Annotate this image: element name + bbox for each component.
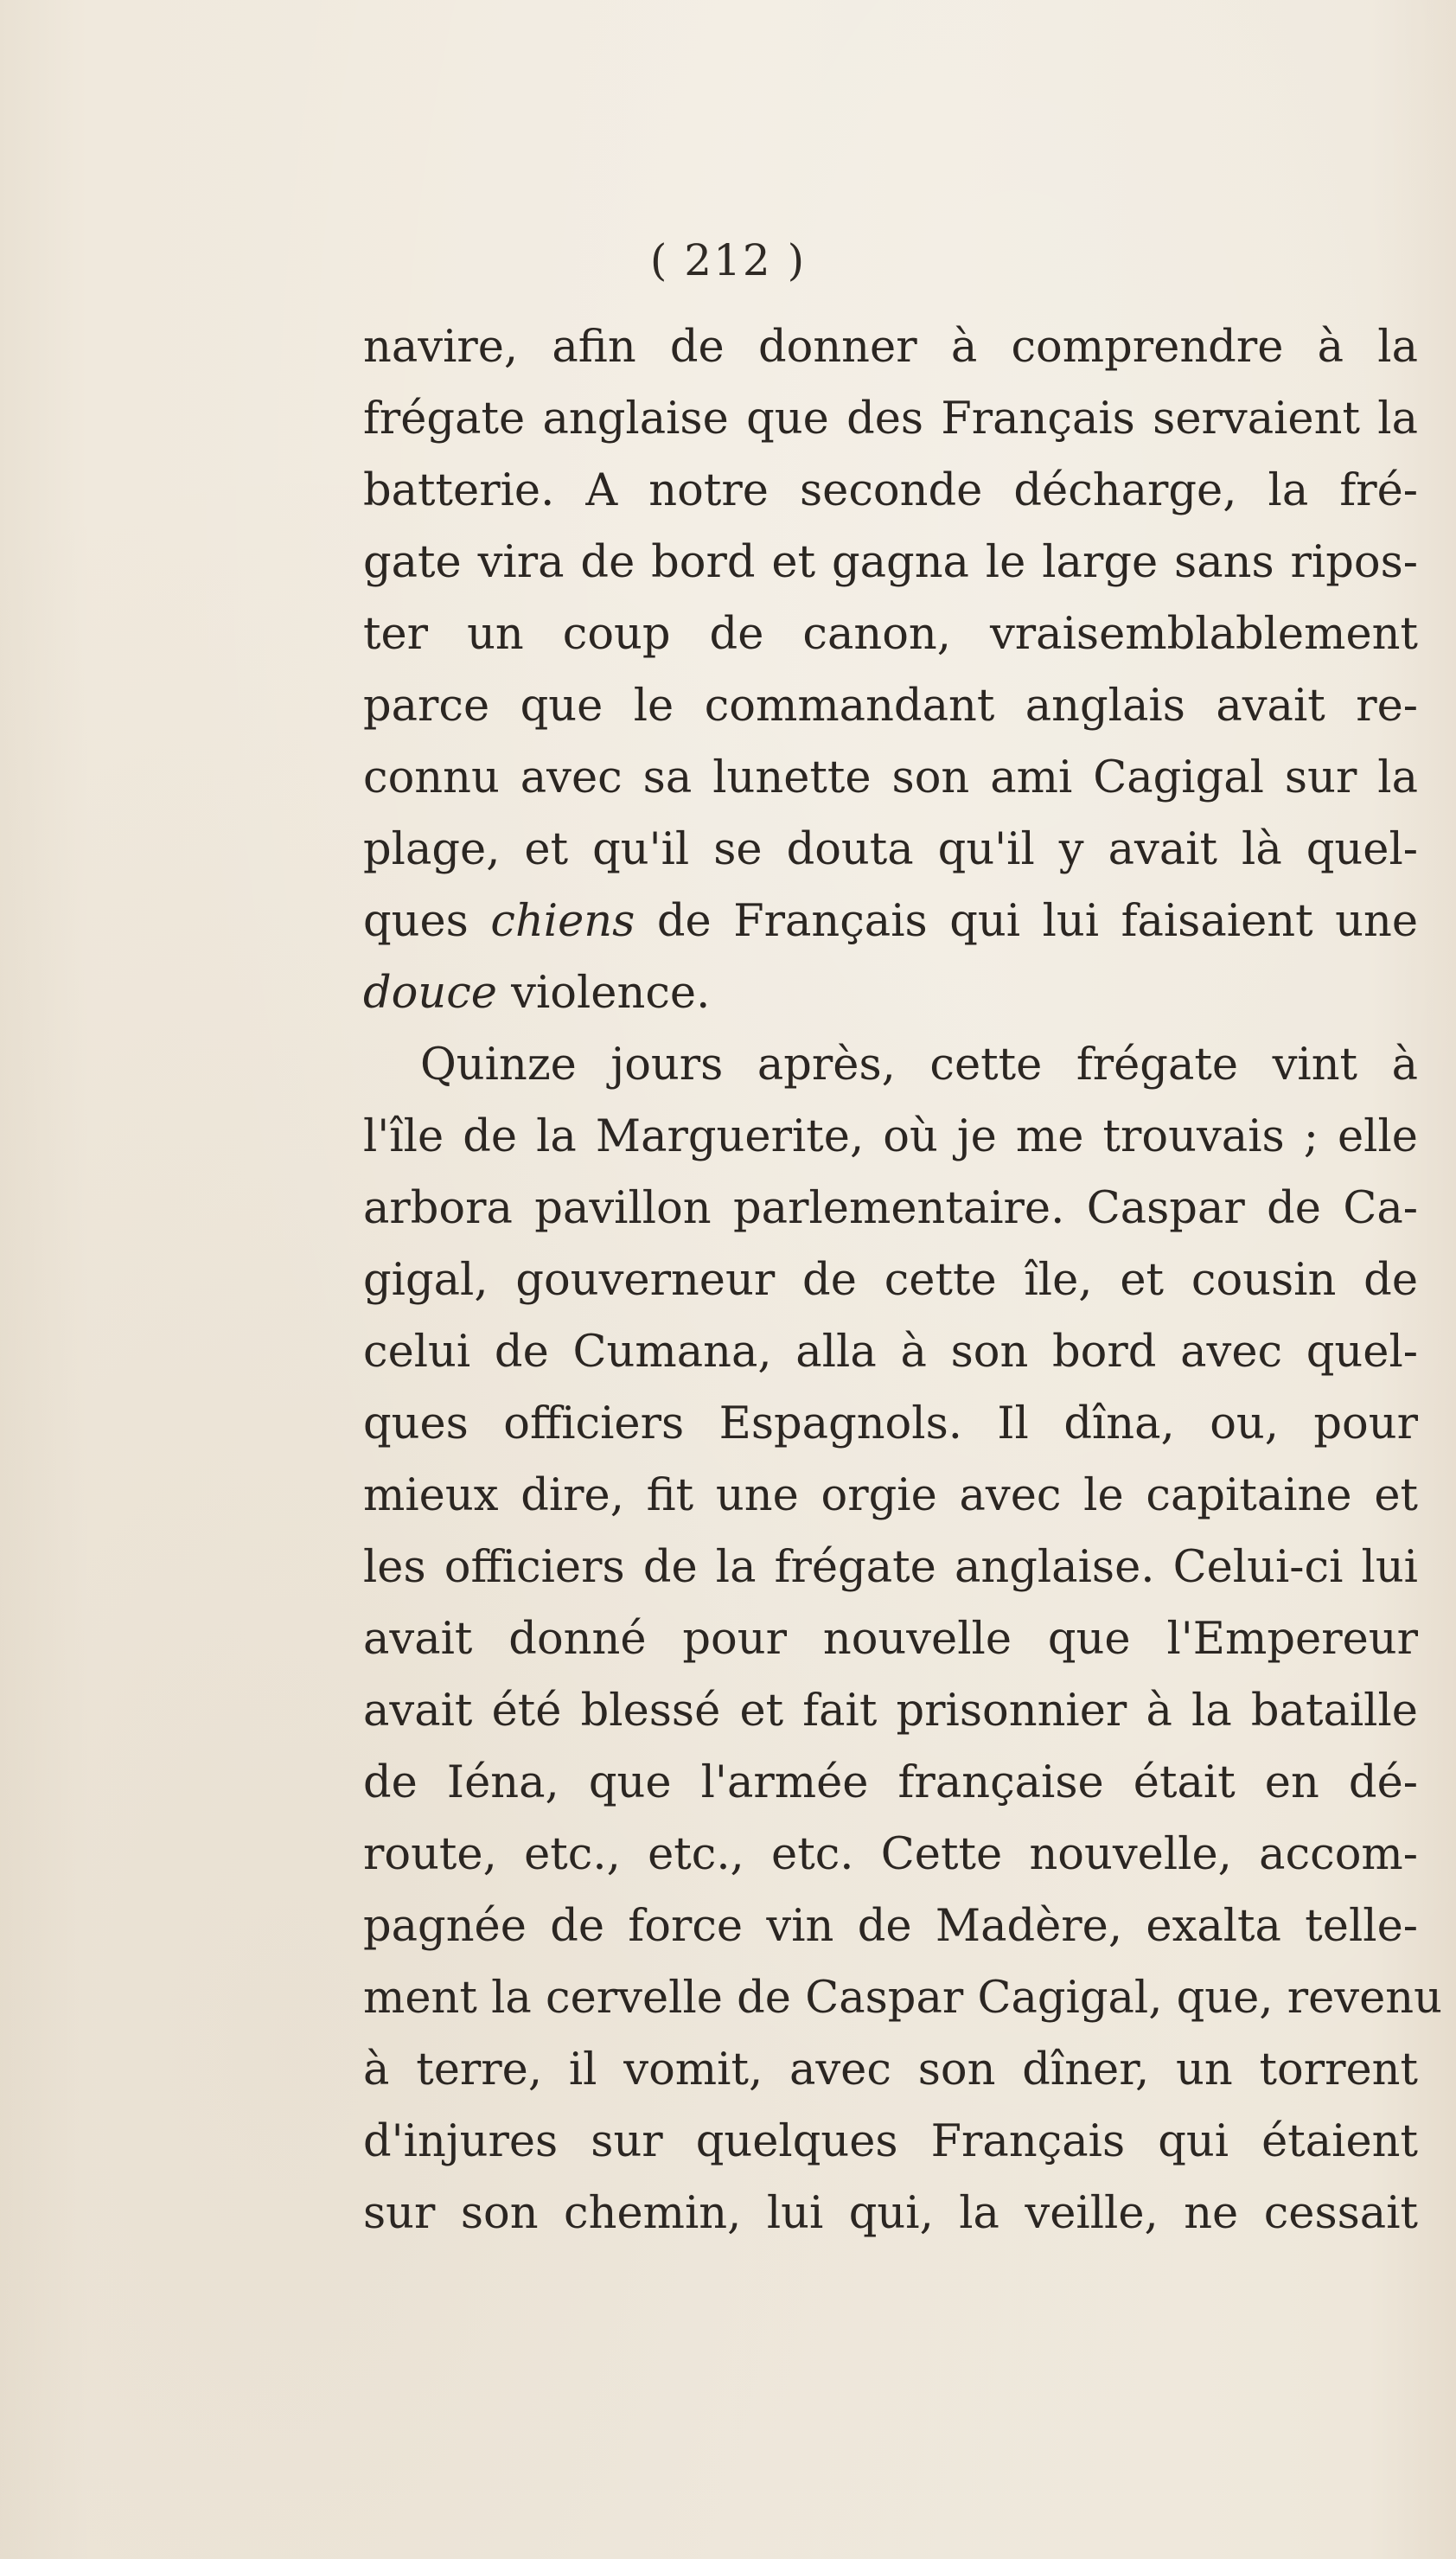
- text-line: sur son chemin, lui qui, la veille, ne cessait: [363, 2188, 1418, 2239]
- text-fragment: ques: [363, 896, 491, 947]
- text-line: connu avec sa lunette son ami Cagigal sur la: [363, 752, 1418, 803]
- text-line: batterie. A notre seconde décharge, la fré-: [363, 465, 1418, 516]
- text-line: ques officiers Espagnols. Il dîna, ou, pour: [363, 1398, 1418, 1449]
- italic-word: chiens: [490, 896, 635, 947]
- text-fragment: violence.: [496, 968, 711, 1019]
- italic-word: douce: [363, 968, 497, 1019]
- text-line: [363, 886, 1418, 957]
- text-line: d'injures sur quelques Français qui étaient: [363, 2116, 1418, 2167]
- text-line: [363, 957, 1418, 1029]
- text-line: avait donné pour nouvelle que l'Empereur: [363, 1614, 1418, 1665]
- text-line: Quinze jours après, cette frégate vint à: [420, 1040, 1418, 1091]
- text-line: plage, et qu'il se douta qu'il y avait là quel-: [363, 824, 1418, 875]
- paragraph-1: [363, 311, 1418, 1029]
- text-line: gigal, gouverneur de cette île, et cousin de: [363, 1255, 1418, 1306]
- text-line: ter un coup de canon, vraisemblablement: [363, 609, 1418, 660]
- text-line: route, etc., etc., etc. Cette nouvelle, accom-: [363, 1829, 1418, 1880]
- text-line: navire, afin de donner à comprendre à la: [363, 322, 1418, 373]
- text-line: mieux dire, fit une orgie avec le capitaine et: [363, 1470, 1418, 1521]
- text-line: l'île de la Marguerite, où je me trouvais ; elle: [363, 1111, 1418, 1162]
- text-fragment: de Français qui lui faisaient une: [635, 896, 1418, 947]
- text-line: parce que le commandant anglais avait re-: [363, 681, 1418, 732]
- body-text: [363, 311, 1442, 2249]
- text-line: gate vira de bord et gagna le large sans ripos-: [363, 537, 1418, 588]
- text-line: pagnée de force vin de Madère, exalta telle-: [363, 1901, 1418, 1952]
- text-line: à terre, il vomit, avec son dîner, un torrent: [363, 2044, 1418, 2095]
- paragraph-2: [363, 1029, 1442, 2249]
- text-line: arbora pavillon parlementaire. Caspar de Ca-: [363, 1183, 1418, 1234]
- text-line: avait été blessé et fait prisonnier à la bataille: [363, 1686, 1418, 1737]
- text-line: de Iéna, que l'armée française était en dé-: [363, 1757, 1418, 1808]
- text-line: les officiers de la frégate anglaise. Celui-ci lui: [363, 1542, 1418, 1593]
- text-line: celui de Cumana, alla à son bord avec quel-: [363, 1327, 1418, 1378]
- page-number: ( 212 ): [649, 235, 807, 285]
- text-line: frégate anglaise que des Français servaient la: [363, 393, 1418, 445]
- text-line: ment la cervelle de Caspar Cagigal, que, revenu: [363, 1973, 1442, 2024]
